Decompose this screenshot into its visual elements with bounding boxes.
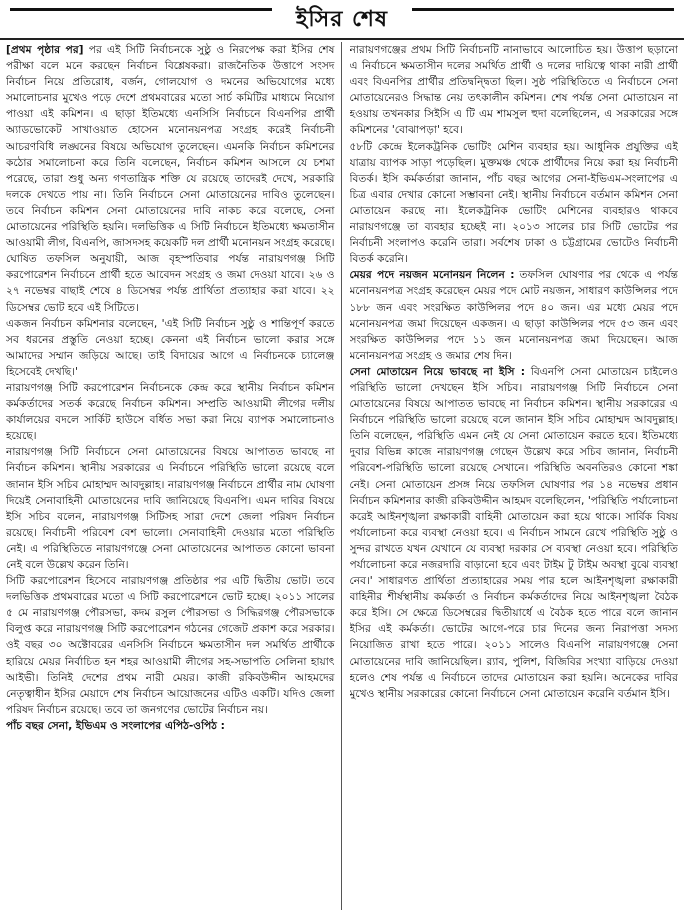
left-column [6,42,342,910]
paragraph: নারায়ণগঞ্জ সিটি নির্বাচনে সেনা মোতায়েনের বিষয়ে আপাতত ভাবছে না নির্বাচন কমিশন। স্থানীয় সরকারের এ নির্বাচনে পরিস্থিতি ভালো রয়েছে বলে জানান ইসি সচিব মোহাম্মদ আবদুল্লাহ। নারায়ণগঞ্জ নির্বাচনে প্রার্থীর নাম ঘোষণা দিয়েই সেনাবাহিনী মোতায়েনের দাবি জানিয়েছে বিএনপি। এমন দাবির বিষয়ে ইসি সচিব বলেন, নারায়ণগঞ্জ সিটিসহ সারা দেশে জেলা পরিষদ নির্বাচন রয়েছে। নির্বাচনী পরিবেশ বেশ ভালো। সেনাবাহিনী দেওয়ার মতো পরিস্থিতি নেই। এ পরিস্থিতিতে নারায়ণগঞ্জে সেনা মোতায়েনের আপাতত কোনো ভাবনা নেই বলে উল্লেখ করেন তিনি। [6,446,335,571]
bottom-subhead: পাঁচ বছর সেনা, ইভিএম ও সংলাপের এপিঠ-ওপিঠ : [6,719,225,732]
continuation-label: [প্রথম পৃষ্ঠার পর] [6,44,84,56]
paragraph: একজন নির্বাচন কমিশনার বলেছেন, 'এই সিটি নির্বাচন সুষ্ঠু ও শান্তিপূর্ণ করতে সব ধরনের প্রস্তুতি নেওয়া হচ্ছে। কেননা এই নির্বাচন ভালো করার সঙ্গে আমাদের সম্মান জড়িয়ে আছে। তাই বিদায়ের আগে এ নির্বাচনকে চ্যালেঞ্জ হিসেবেই দেখছি।' [6,317,335,378]
article-columns [6,42,678,910]
lead-paragraph [6,42,335,316]
paragraph-text: পর এই সিটি নির্বাচনকে সুষ্ঠু ও নিরপেক্ষ করা ইসির শেষ পরীক্ষা বলে মনে করছেন নির্বাচন বিশ্লেষকরা। রাজনৈতিক উত্তাপে সংসদ নির্বাচন নিয়ে প্রতিরোধ, বর্জন, গোলযোগ ও দমনের অভিযোগের মধ্যে সমালোচনার মুখেও পড়ে দেশে প্রথমবারের মতো সার্চ কমিটির মাধ্যমে নিয়োগ পাওয়া এই কমিশন। এ ছাড়া ইতিমধ্যে এনসিসি নির্বাচনে বিএনপির প্রার্থী অ্যাডভোকেট সাখাওয়াত হোসেন মনোনয়নপত্র সংগ্রহ করেই নির্বাচনী আচরণবিধি লঙ্ঘনের বিষয়ে অভিযোগ তুলেছেন। এমনকি নির্বাচন কমিশনের কঠোর সমালোচনা করে তিনি বলেছেন, নির্বাচন কমিশন আসলে যে চশমা পরেছে, তারা শুধু অন্য গণতান্ত্রিক শক্তি যে রয়েছে তাদেরই দেখে, সরকারি দলকে দেখতে পায় না। তিনি নির্বাচনে সেনা মোতায়েনের দাবিও তুলেছেন। তবে নির্বাচন কমিশন সেনা মোতায়েনের দাবি নাকচ করে বলেছে, সেনা মোতায়েনের পরিস্থিতি হয়নি। দলভিত্তিক এ সিটি নির্বাচনে ইতিমধ্যে ক্ষমতাসীন আওয়ামী লীগ, বিএনপি, জাসদসহ কয়েকটি দল প্রার্থী মনোনয়ন সংগ্রহ করেছে। ঘোষিত তফসিল অনুযায়ী, আজ বৃহস্পতিবার পর্যন্ত নারায়ণগঞ্জ সিটি করপোরেশন নির্বাচনে প্রার্থী হতে আবেদন সংগ্রহ ও জমা দেওয়া যাবে। ২৬ ও ২৭ নভেম্বর বাছাই শেষে ৪ ডিসেম্বর পর্যন্ত প্রার্থিতা প্রত্যাহার করা যাবে। ২২ ডিসেম্বর ভোট হবে এই সিটিতে। [6,44,335,314]
headline-bar [0,0,684,40]
paragraph: নারায়ণগঞ্জের প্রথম সিটি নির্বাচনটি নানাভাবে আলোচিত হয়। উত্তাপ ছড়ানো এ নির্বাচনে ক্ষমতাসীন দলের সমর্থিত প্রার্থী ও দলের দায়িত্বে থাকা নারী প্রার্থী এবং বিএনপির প্রার্থীর প্রতিদ্বন্দ্বিতা ছিল। সুষ্ঠ পরিস্থিতিতে এ নির্বাচনে সেনা মোতায়েনেরও সিদ্ধান্ত নেয় তৎকালীন কমিশন। শেষ পর্যন্ত সেনা মোতায়েন না হওয়ায় তখনকার সিইসি এ টি এম শামসুল হুদা বলেছিলেন, এ সরকারের সঙ্গে কমিশনের 'বোঝাপড়া' হবে। [349,44,678,137]
right-column [350,42,679,910]
paragraph: ৫৮টি কেন্দ্রে ইলেকট্রনিক ভোটিং মেশিন ব্যবহার হয়। আধুনিক প্রযুক্তির এই যাত্রায় ব্যাপক সাড়া পড়েছিল। মুক্তমঞ্চ থেকে প্রার্থীদের নিয়ে করা হয় নির্বাচনী বিতর্ক। ইসি কর্মকর্তারা জানান, পাঁচ বছর আগের সেনা-ইভিএম-সংলাপের এ চিত্র এবার দেখার কোনো সম্ভাবনা নেই। স্থানীয় নির্বাচনে বর্তমান কমিশন সেনা মোতায়েন করছে না। ইলেকট্রনিক ভোটিং মেশিনের ব্যবহারও থাকবে নারায়ণগঞ্জে তা ব্যবহার হচ্ছেই না। ২০১৩ সালের চার সিটি ভোটের পর নির্বাচনী সংলাপও করেনি তারা। সর্বশেষ ঢাকা ও চট্টগ্রামের ভোটেও নির্বাচনী বিতর্ক করেনি। [349,140,678,266]
paragraph: সিটি করপোরেশন হিসেবে নারায়ণগঞ্জ প্রতিষ্ঠার পর এটি দ্বিতীয় ভোট। তবে দলভিত্তিক প্রথমবারের মতো এ সিটি করপোরেশনে ভোট হচ্ছে। ২০১১ সালের ৫ মে নারায়ণগঞ্জ পৌরসভা, কদম রসুল পৌরসভা ও সিদ্ধিরগঞ্জ পৌরসভাকে বিলুপ্ত করে নারায়ণগঞ্জ সিটি করপোরেশন গঠনের গেজেট প্রকাশ করে সরকার। ওই বছর ৩০ অক্টোবরের এনসিসি নির্বাচনে ক্ষমতাসীন দল সমর্থিত প্রার্থীকে হারিয়ে মেয়র নির্বাচিত হন শহর আওয়ামী লীগের সহ-সভাপতি সেলিনা হায়াৎ আইভী। তিনিই দেশের প্রথম নারী মেয়র। কাজী রকিবউদ্দীন আহমদের নেতৃত্বাধীন ইসির মেয়াদে শেষ নির্বাচন আয়োজনের এটিও একটি। যদিও জেলা পরিষদ নির্বাচন রয়েছে। তবে তা জনগণের ভোটের নির্বাচন নয়। [6,575,335,716]
section-subhead: সেনা মোতায়েন নিয়ে ভাবছে না ইসি : [349,365,525,378]
paragraph-text: বিএনপি সেনা মোতায়েন চাইলেও পরিস্থিতি ভালো দেখছেন ইসি সচিব। নারায়ণগঞ্জ সিটি নির্বাচনে সেনা মোতায়েনের বিষয়ে আপাতত ভাবছে না নির্বাচন কমিশন। স্থানীয় সরকারের এ নির্বাচনে পরিস্থিতি ভালো রয়েছে বলে জানান ইসি সচিব মোহাম্মদ আবদুল্লাহ। তিনি বলেছেন, পরিস্থিতি এমন নেই যে সেনা মোতায়েন করতে হবে। ইতিমধ্যে দুবার বিভিন্ন কাজে নারায়ণগঞ্জ গেছেন উল্লেখ করে সচিব জানান, নির্বাচনী পরিবেশ-পরিস্থিতি ভালো রয়েছে সেখানে। পরিস্থিতি অবনতিরও কোনো শঙ্কা নেই। সেনা মোতায়েন প্রসঙ্গ নিয়ে তফসিল ঘোষণার পর ১৪ নভেম্বর প্রধান নির্বাচন কমিশনার কাজী রকিবউদ্দীন আহমদ বলেছিলেন, 'পরিস্থিতি পর্যালোচনা করেই আইনশৃঙ্খলা রক্ষাকারী বাহিনী মোতায়েন করা হয়ে থাকে। সার্বিক বিষয় পর্যালোচনা করে ব্যবস্থা নেওয়া হবে। এ নির্বাচন সামনে রেখে পরিস্থিতি সুষ্ঠু ও সুন্দর রাখতে যখন যেখানে যে ব্যবস্থা দরকার সে ব্যবস্থা নেওয়া হবে। পরিস্থিতি পর্যালোচনা করে নজরদারি বাড়ানো হবে এবং টাইম টু টাইম অবস্থা বুঝে ব্যবস্থা নেব।' সাধারণত প্রার্থিতা প্রত্যাহারের সময় পার হলে আইনশৃঙ্খলা রক্ষাকারী বাহিনীর শীর্ষস্থানীয় কর্মকর্তা ও নির্বাচন কর্মকর্তাদের নিয়ে আইনশৃঙ্খলা বৈঠক করে ইসি। সে ক্ষেত্রে ডিসেম্বরের দ্বিতীয়ার্ধে এ বৈঠক হতে পারে বলে জানান ইসির এই কর্মকর্তা। ভোটের আগে-পরে চার দিনের জন্য নিরাপত্তা সদস্য নিয়োজিত রাখা হতে পারে। ২০১১ সালেও বিএনপি নারায়ণগঞ্জে সেনা মোতায়েনের দাবি জানিয়েছিল। র‍্যাব, পুলিশ, বিজিবির সংখ্যা বাড়িয়ে দেওয়া হলেও শেষ পর্যন্ত এ নির্বাচনে তাদের মোতায়েন করা হয়নি। অনেকের দাবির মুখেও স্থানীয় সরকারের কোনো নির্বাচনে সেনা মোতায়েন করেনি বর্তমান ইসি। [349,365,678,700]
section-army-deployment [350,364,679,702]
paragraph: নারায়ণগঞ্জ সিটি করপোরেশন নির্বাচনকে কেন্দ্র করে স্থানীয় নির্বাচন কমিশন কর্মকর্তাদের সতর্ক করেছে নির্বাচন কমিশন। সম্প্রতি আওয়ামী লীগের দলীয় কার্যালয়ের বদলে সার্কিট হাউসে বর্ধিত সভা করা নিয়ে ব্যাপক সমালোচনাও হয়েছে। [6,381,335,443]
section-mayor-nominations [350,267,679,364]
headline: ইসির শেষ [295,7,389,32]
paragraph-text: তফসিল ঘোষণার পর থেকে এ পর্যন্ত মনোনয়নপত্র সংগ্রহ করেছেন মেয়র পদে মোট নয়জন, সাধারণ কাউন্সিলর পদে ১৮৮ জন এবং সংরক্ষিত কাউন্সিলর পদে ৪০ জন। এর মধ্যে মেয়র পদে মনোনয়নপত্র জমা দিয়েছেন একজন। এ ছাড়া কাউন্সিলর পদে ৫৩ জন এবং সংরক্ষিত কাউন্সিলর পদে ১১ জন মনোনয়নপত্র জমা দিয়েছেন। আজ মনোনয়নপত্র সংগ্রহ ও জমার শেষ দিন। [349,269,678,362]
section-subhead: মেয়র পদে নয়জন মনোনয়ন নিলেন : [349,269,515,282]
